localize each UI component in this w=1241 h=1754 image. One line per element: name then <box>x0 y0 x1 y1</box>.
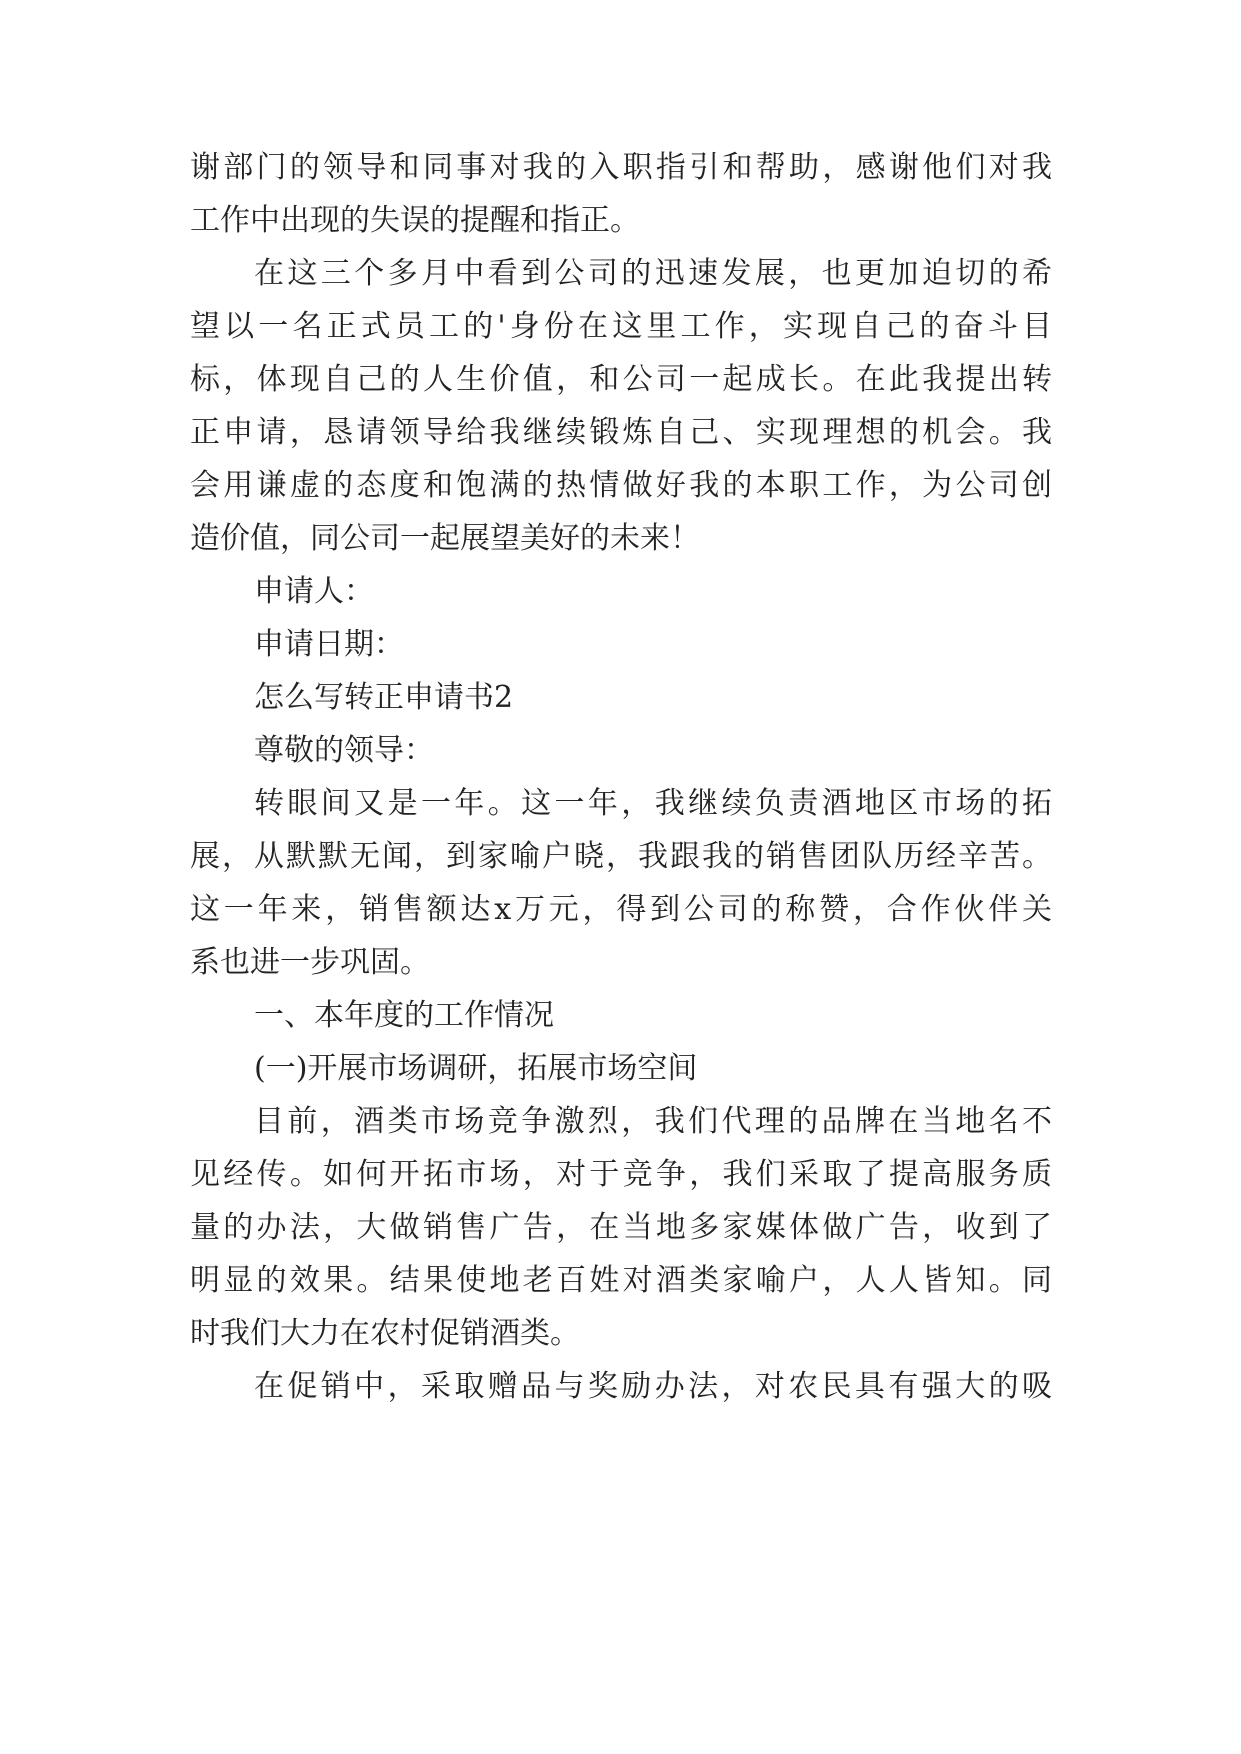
salutation: 尊敬的领导： <box>254 733 434 768</box>
text-line: 量的办法，大做销售广告，在当地多家媒体做广告，收到了 <box>190 1210 1052 1245</box>
text-line: 系也进一步巩固。 <box>190 945 430 980</box>
text-line: 见经传。如何开拓市场，对于竞争，我们采取了提高服务质 <box>190 1157 1052 1192</box>
text-line: 明显的效果。结果使地老百姓对酒类家喻户，人人皆知。同 <box>190 1263 1052 1298</box>
heading-level-2: (一)开展市场调研，拓展市场空间 <box>254 1051 698 1086</box>
text-line: 时我们大力在农村促销酒类。 <box>190 1316 580 1351</box>
applicant-label: 申请人： <box>254 574 374 609</box>
text-line: 标，体现自己的人生价值，和公司一起成长。在此我提出转 <box>190 362 1052 397</box>
paragraph-first-line: 目前，酒类市场竞争激烈，我们代理的品牌在当地名不 <box>254 1104 1052 1139</box>
text-line: 谢部门的领导和同事对我的入职指引和帮助，感谢他们对我 <box>190 150 1052 185</box>
heading-level-1: 一、本年度的工作情况 <box>254 998 554 1033</box>
text-line: 会用谦虚的态度和饱满的热情做好我的本职工作，为公司创 <box>190 468 1052 503</box>
paragraph-first-line: 转眼间又是一年。这一年，我继续负责酒地区市场的拓 <box>254 786 1052 821</box>
paragraph-first-line: 在这三个多月中看到公司的迅速发展，也更加迫切的希 <box>254 256 1052 291</box>
text-line: 造价值，同公司一起展望美好的未来！ <box>190 521 700 556</box>
text-line: 望以一名正式员工的'身份在这里工作，实现自己的奋斗目 <box>190 309 1052 344</box>
text-line: 工作中出现的失误的提醒和指正。 <box>190 203 640 238</box>
text-line: 正申请，恳请领导给我继续锻炼自己、实现理想的机会。我 <box>190 415 1052 450</box>
paragraph-first-line: 在促销中，采取赠品与奖励办法，对农民具有强大的吸 <box>254 1369 1052 1404</box>
text-line: 展，从默默无闻，到家喻户晓，我跟我的销售团队历经辛苦。 <box>190 839 1052 874</box>
application-date-label: 申请日期： <box>254 627 404 662</box>
section-title: 怎么写转正申请书2 <box>254 680 514 715</box>
text-line: 这一年来，销售额达x万元，得到公司的称赞，合作伙伴关 <box>190 892 1052 927</box>
